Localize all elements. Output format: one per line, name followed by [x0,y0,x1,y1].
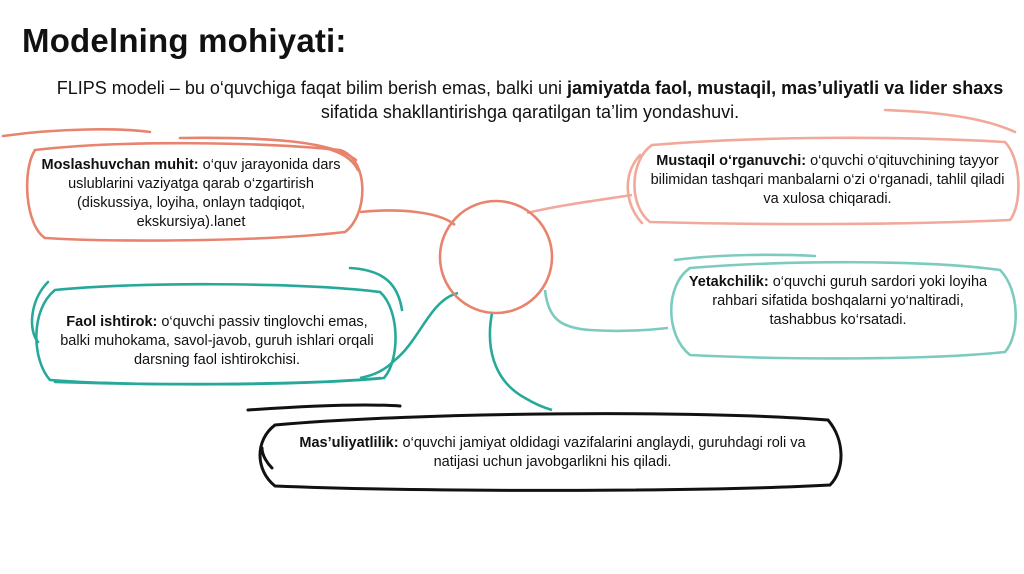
node-text: o‘quvchi passiv tinglovchi emas, balki muhokama, savol-javob, guruh ishlari orqali darsning faol ishtirokchisi. [60,314,374,368]
node-term: Yetakchilik: [688,274,769,290]
node-yetakchilik [678,273,998,330]
node-moslashuvchan [36,156,346,232]
node-faol [52,313,382,370]
connector-mustaqil [527,195,632,213]
center-circle [440,201,552,313]
node-masuliyat [280,434,825,472]
node-term: Mas’uliyatlilik: [299,435,399,451]
connector-yetakchilik [545,290,668,331]
node-term: Mustaqil o‘rganuvchi: [656,153,807,169]
node-term: Moslashuvchan muhit: [41,157,199,173]
node-text: o‘quvchi o‘qituvchining tayyor bilimidan tashqari manbalarni o‘zi o‘rganadi, tahlil qiladi va xulosa chiqaradi. [650,153,1005,207]
intro-emphasis: jamiyatda faol, mustaqil, mas’uliyatli va lider shaxs [567,78,1004,98]
node-mustaqil [650,152,1005,209]
node-text: o‘quvchi jamiyat oldidagi vazifalarini anglaydi, guruhdagi roli va natijasi uchun javobgarlikni his qiladi. [398,435,806,470]
node-term: Faol ishtirok: [66,314,158,330]
connector-masuliyat [490,313,552,410]
slide-title: Modelning mohiyati: [22,22,347,59]
intro-tail: sifatida shakllantirishga qaratilgan ta’lim yondashuvi. [320,102,740,122]
node-text: o‘quvchi guruh sardori yoki loyiha rahbari sifatida boshqalarni yo‘naltiradi, tashabbus ko‘rsatadi. [712,274,988,328]
node-text: o‘quv jarayonida dars uslublarini vaziyatga qarab o‘zgartirish (diskussiya, loyiha, onlayn tadqiqot, ekskursiya).lanet [68,157,341,230]
connector-moslashuvchan [360,211,455,225]
intro-lead: FLIPS modeli – bu o‘quvchiga faqat bilim berish emas, balki uni [56,78,568,98]
intro-paragraph [40,76,1020,124]
